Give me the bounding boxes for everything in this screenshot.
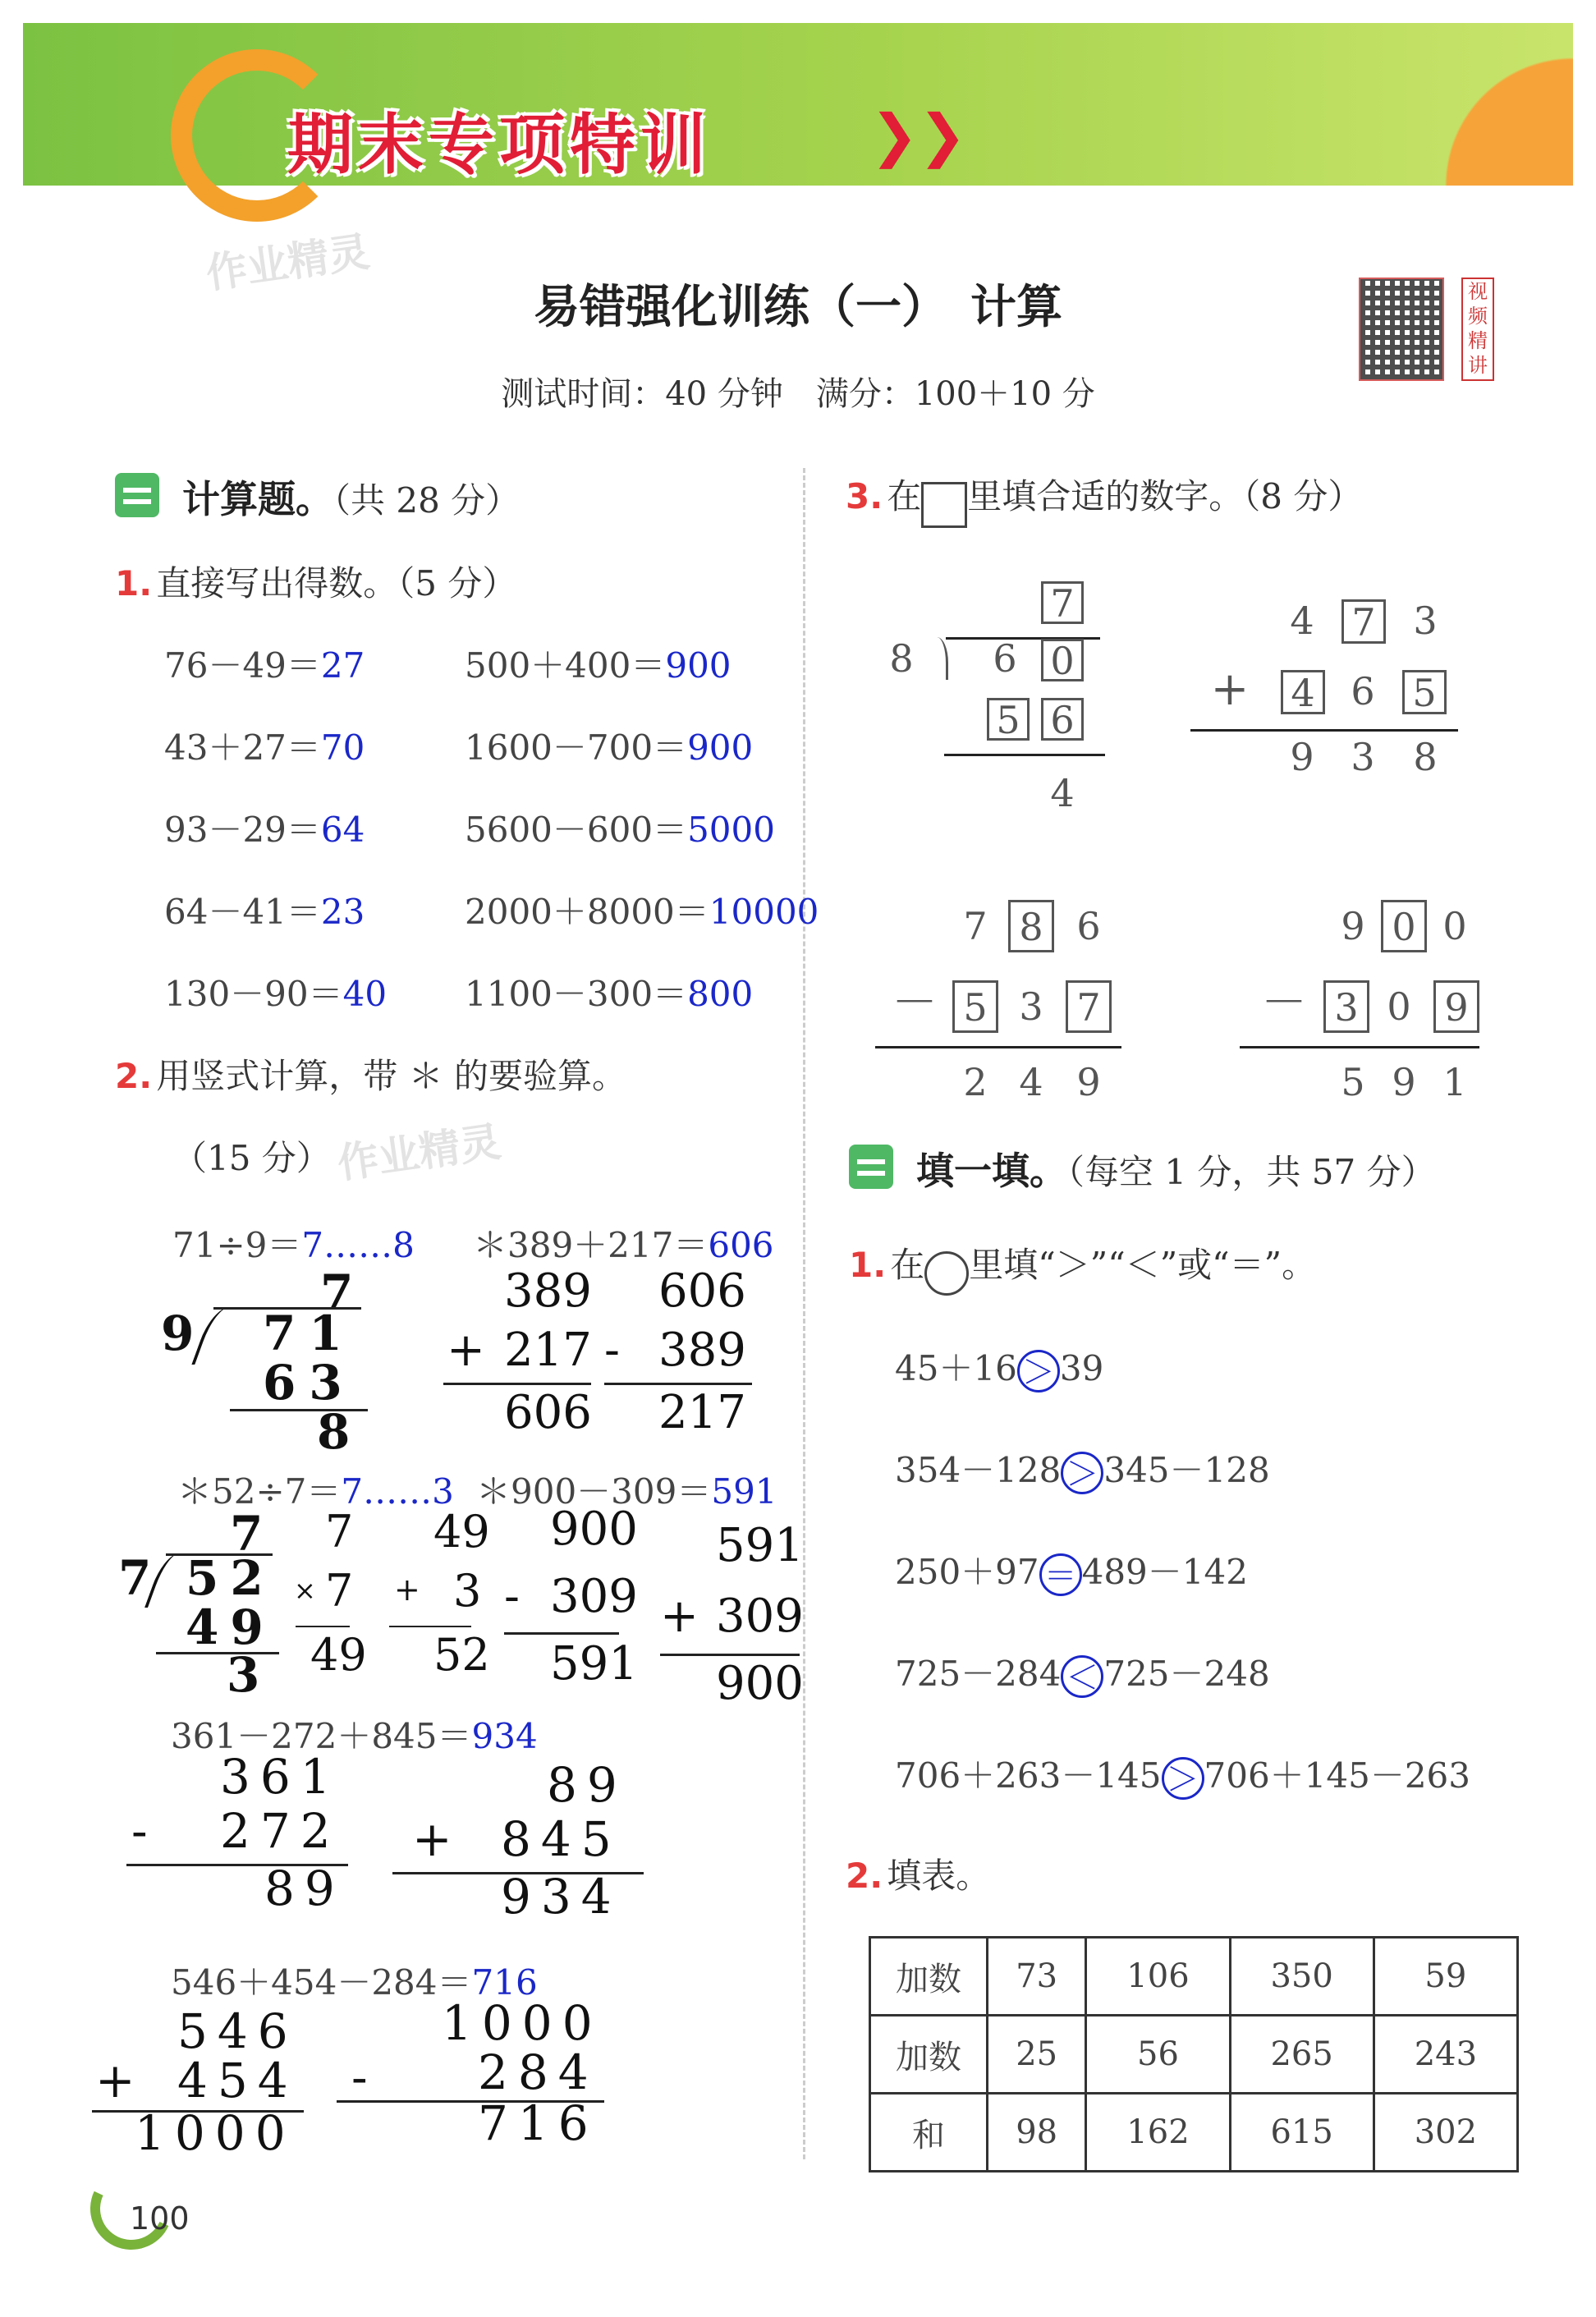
- blank-square-icon: [921, 482, 967, 528]
- answer: 7……3: [341, 1471, 454, 1512]
- mental-eq: 43＋27＝70: [164, 727, 365, 768]
- table-heading: [846, 1849, 990, 1898]
- mental-eq: 500＋400＝900: [465, 645, 732, 686]
- section-two-heading: [916, 1141, 1436, 1195]
- answer: 23: [320, 892, 365, 932]
- question-number: 2.: [115, 1056, 153, 1096]
- banner-title: 期末专项特训: [287, 107, 711, 183]
- answer-cell: 98: [988, 2094, 1086, 2172]
- check-work: 7 × 7 49 49 + 3 52: [294, 1506, 490, 1681]
- compare-item: 706＋263－145 ＞ 706＋145－263: [895, 1755, 1470, 1799]
- answer-circle: ＜: [1061, 1655, 1103, 1698]
- mental-eq: 64－41＝23: [164, 892, 365, 932]
- answer-cell: 243: [1374, 2016, 1517, 2094]
- digit-puzzle-subtraction: 9 0 0 － 3 0 9 5 9 1: [1240, 895, 1502, 1117]
- mental-eq: 2000＋8000＝10000: [465, 892, 819, 932]
- vertical-addition-work: 389 + 217 606 606 - 389 217: [443, 1264, 755, 1453]
- answer: 591: [711, 1471, 777, 1512]
- section-two-title: 填一填。: [916, 1149, 1067, 1193]
- video-tag: 视频精讲: [1461, 278, 1494, 381]
- answer-circle: ＞: [1162, 1757, 1204, 1800]
- question-1-heading: [115, 557, 516, 606]
- vertical-problem-label: ＊389＋217＝606: [473, 1225, 774, 1265]
- section-one-note: （共 28 分）: [333, 480, 521, 521]
- answer: 900: [687, 727, 754, 768]
- answer-circle: ＞: [1061, 1452, 1103, 1494]
- answer: 5000: [687, 810, 775, 850]
- column-divider: [803, 468, 805, 2159]
- question-number: 1.: [849, 1245, 887, 1285]
- fill-table: [869, 1936, 1519, 2172]
- vertical-mixed-work: 546 + 454 1000 1000 - 284 716: [89, 2003, 614, 2192]
- digit-puzzle-division: 7 8 6 0 5 6 4: [878, 581, 1117, 819]
- section-two-note: （每空 1 分，共 57 分）: [1067, 1152, 1436, 1192]
- vertical-problem-label: ＊52÷7＝7……3: [177, 1471, 454, 1512]
- answer: 606: [708, 1225, 774, 1265]
- compare-heading: 1. 在 里填“＞”“＜”或“＝”。: [849, 1238, 1316, 1296]
- page-number: 100: [130, 2200, 190, 2237]
- digit-puzzle-addition: 4 7 3 + 4 6 5 9 3 8: [1190, 596, 1470, 801]
- section-one-title: 计算题。: [182, 477, 333, 521]
- vertical-problem-label: 361－272＋845＝934: [171, 1716, 538, 1756]
- section-two-icon: [849, 1145, 893, 1189]
- question-text: 直接写出得数。（5 分）: [156, 563, 517, 603]
- vertical-subtraction-work: 900 - 309 591 591 + 309 900: [504, 1503, 804, 1710]
- mental-eq: 1100－300＝800: [465, 974, 754, 1014]
- question-score: （15 分）: [172, 1138, 331, 1178]
- answer-circle: ＝: [1039, 1553, 1082, 1596]
- page-title: 易错强化训练（一） 计算: [534, 281, 1062, 334]
- answer: 800: [687, 974, 754, 1014]
- answer-cell: 615: [1230, 2094, 1374, 2172]
- compare-item: 45＋16 ＞ 39: [895, 1348, 1104, 1392]
- mental-eq: 76－49＝27: [164, 645, 365, 686]
- answer: 64: [320, 810, 365, 850]
- table-row: 加数 25 56 265 243: [870, 2016, 1518, 2094]
- table-row: 和 98 162 615 302: [870, 2094, 1518, 2172]
- answer-cell: 106: [1086, 1938, 1230, 2016]
- long-division-work: 7 7 52 49 3: [107, 1506, 279, 1695]
- digit-puzzle-subtraction: 7 8 6 － 5 3 7 2 4 9: [875, 895, 1138, 1117]
- page-subtitle: 测试时间：40 分钟 满分：100＋10 分: [501, 375, 1095, 413]
- blank-circle-icon: [924, 1251, 969, 1296]
- question-3-heading: 3. 在 里填合适的数字。（8 分）: [846, 470, 1362, 528]
- compare-item: 354－128 ＞ 345－128: [895, 1450, 1270, 1493]
- section-one-heading: [182, 470, 520, 524]
- banner-corner-decoration: [1412, 23, 1573, 186]
- banner-arrows-icon: ❯❯: [870, 102, 967, 169]
- vertical-mixed-work: 361 - 272 89 89 + 845 934: [123, 1749, 649, 1938]
- mental-eq: 1600－700＝900: [465, 727, 754, 768]
- answer: 900: [665, 645, 732, 686]
- question-number: 1.: [115, 563, 153, 603]
- answer-circle: ＞: [1017, 1350, 1060, 1392]
- answer: 27: [320, 645, 365, 686]
- watermark: 作业精灵: [203, 227, 373, 298]
- watermark: 作业精灵: [334, 1117, 504, 1188]
- qr-code-icon[interactable]: [1359, 278, 1444, 381]
- answer: 10000: [709, 892, 819, 932]
- answer: 934: [471, 1716, 538, 1756]
- vertical-problem-label: 546＋454－284＝716: [171, 1962, 538, 2003]
- answer: 40: [342, 974, 388, 1014]
- vertical-problem-label: ＊900－309＝591: [476, 1471, 777, 1512]
- mental-eq: 93－29＝64: [164, 810, 365, 850]
- mental-eq: 130－90＝40: [164, 974, 388, 1014]
- mental-eq: 5600－600＝5000: [465, 810, 775, 850]
- question-text: 用竖式计算，带 ＊ 的要验算。: [156, 1056, 626, 1096]
- question-text: 填表。: [887, 1856, 991, 1896]
- compare-item: 250＋97 ＝ 489－142: [895, 1552, 1248, 1595]
- table-row: 加数 73 106 350 59: [870, 1938, 1518, 2016]
- section-one-icon: [115, 473, 159, 517]
- question-number: 2.: [846, 1856, 883, 1896]
- long-division-work: 7 9 71 63 8: [156, 1264, 369, 1453]
- answer: 70: [320, 727, 365, 768]
- question-number: 3.: [846, 476, 883, 516]
- question-2-heading: [115, 1049, 626, 1099]
- compare-item: 725－284 ＜ 725－248: [895, 1654, 1270, 1697]
- answer: 7……8: [301, 1225, 415, 1265]
- vertical-problem-label: 71÷9＝7……8: [172, 1225, 415, 1265]
- answer: 716: [471, 1962, 538, 2003]
